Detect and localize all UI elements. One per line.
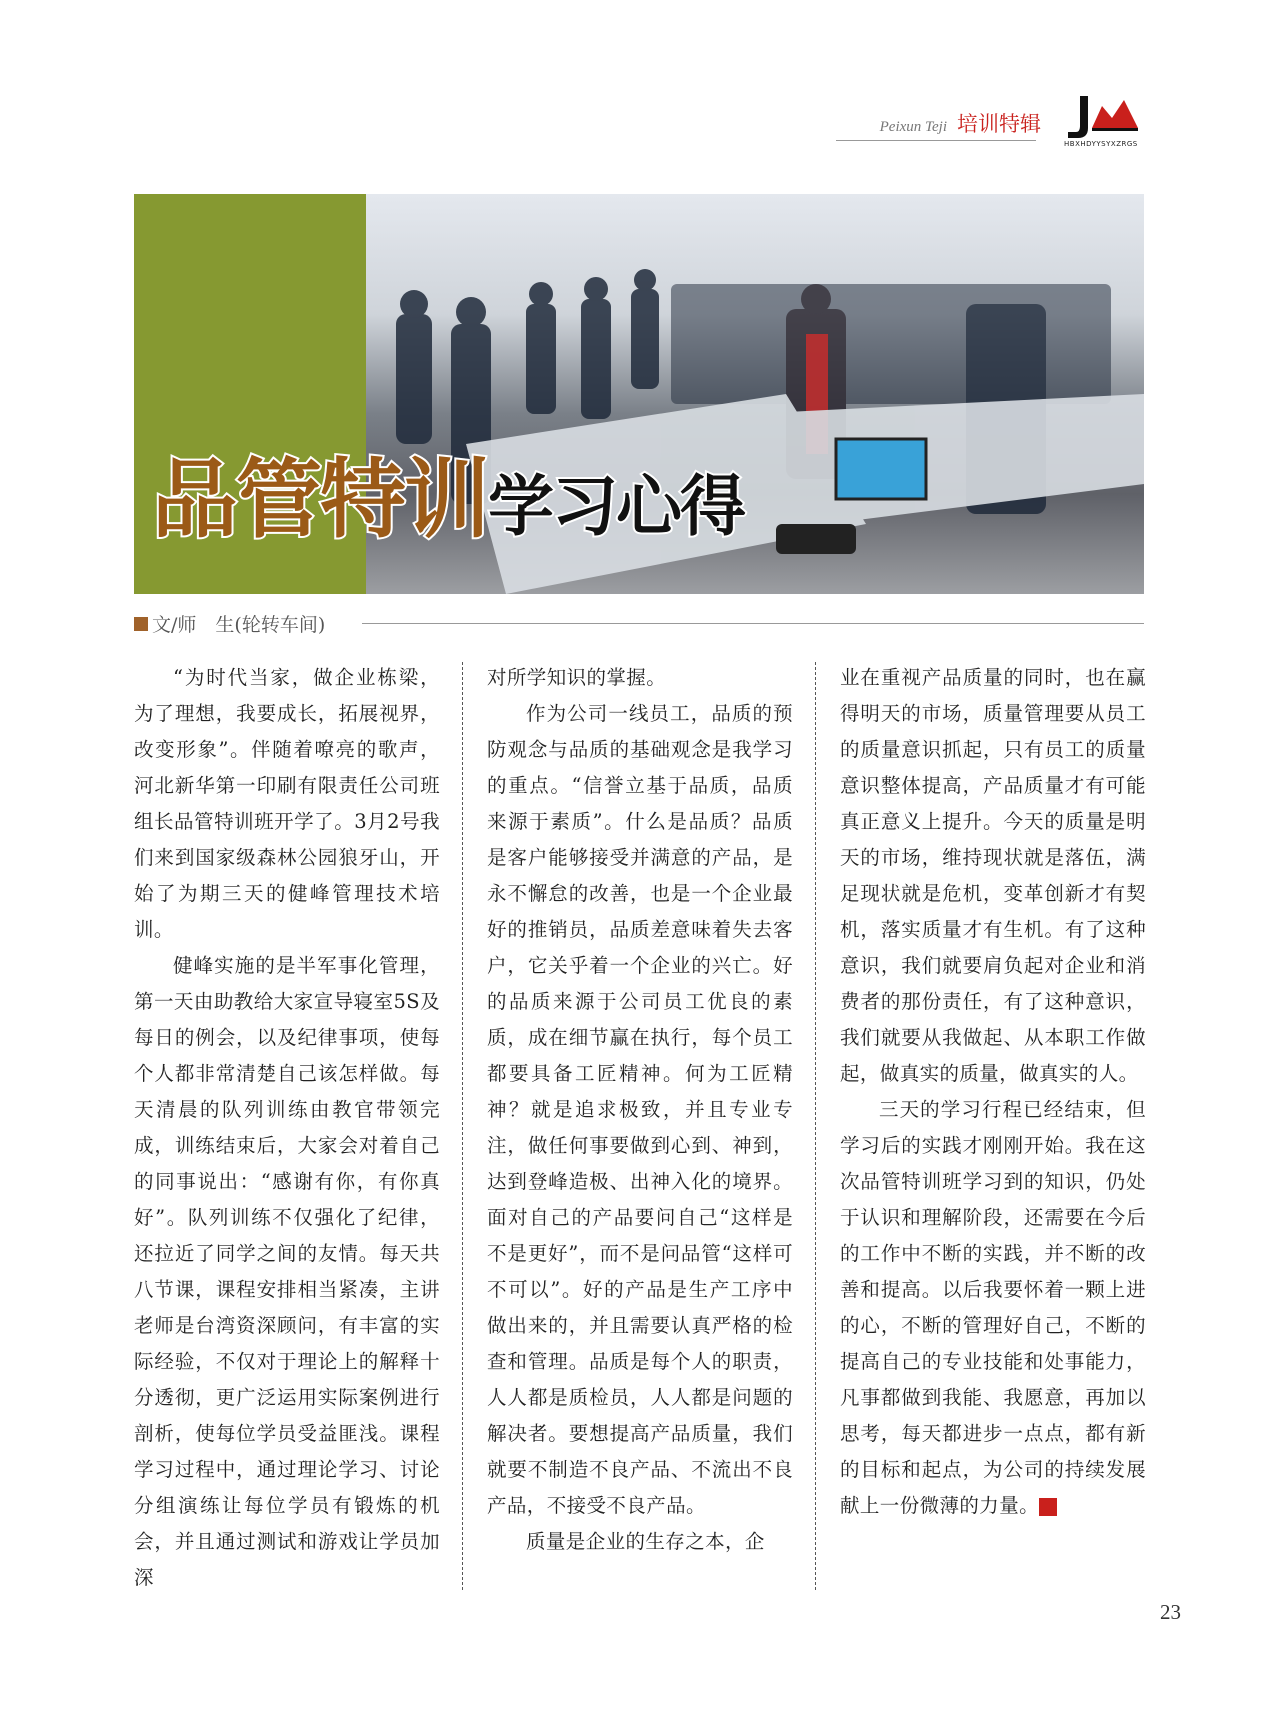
column-3	[840, 660, 1146, 1524]
paragraph: 质量是企业的生存之本，企	[526, 1530, 765, 1553]
paragraph	[840, 1092, 1146, 1524]
section-title-en: Peixun Teji	[879, 119, 947, 135]
header-rule	[836, 140, 1036, 141]
byline-rule	[362, 623, 1144, 624]
section-header	[880, 108, 1041, 138]
column-divider	[815, 662, 816, 1590]
end-mark-icon: 新	[1039, 1498, 1057, 1516]
banner	[134, 194, 1144, 594]
byline-text: 文/师 生(轮转车间)	[152, 614, 326, 636]
column-divider	[462, 662, 463, 1590]
paragraph: 健峰实施的是半军事化管理，第一天由助教给大家宣导寝室5S及每日的例会，以及纪律事项，使每个人都非常清楚自己该怎样做。每天清晨的队列训练由教官带领完成，训练结束后，大家会对着自己的同事说出：“感谢有你，有你真好”。队列训练不仅强化了纪律，还拉近了同学之间的友情。每天共八节课，课程安排相当紧凑，主讲老师是台湾资深顾问，有丰富的实际经验，不仅对于理论上的解释十分透彻，更广泛运用实际案例进行剖析，使每位学员受益匪浅。课程学习过程中，通过理论学习、讨论分组演练让每位学员有锻炼的机会，并且通过测试和游戏让学员加深	[134, 954, 440, 1589]
article-title	[152, 430, 744, 554]
column-2	[487, 660, 793, 1560]
page-number: 23	[1160, 1600, 1181, 1624]
article-title-main: 品管特训	[152, 450, 488, 550]
paragraph-text: 三天的学习行程已经结束，但学习后的实践才刚刚开始。我在这次品管特训班学习到的知识，仍处于认识和理解阶段，还需要在今后的工作中不断的实践，并不断的改善和提高。以后我要怀着一颗上进的心，不断的管理好自己，不断的提高自己的专业技能和处事能力，凡事都做到我能、我愿意，再加以思考，每天都进步一点点，都有新的目标和起点，为公司的持续发展献上一份微薄的力量。	[840, 1098, 1146, 1517]
logo-text: HBXHDYYSYXZRGS	[1064, 140, 1138, 148]
paragraph: “为时代当家，做企业栋梁，为了理想，我要成长，拓展视界，改变形象”。伴随着嘹亮的歌声，河北新华第一印刷有限责任公司班组长品管特训班开学了。3月2号我们来到国家级森林公园狼牙山，开始了为期三天的健峰管理技术培训。	[134, 666, 440, 941]
column-1	[134, 660, 440, 1596]
paragraph: 作为公司一线员工，品质的预防观念与品质的基础观念是我学习的重点。“信誉立基于品质，品质来源于素质”。什么是品质？品质是客户能够接受并满意的产品，是永不懈怠的改善，也是一个企业最好的推销员，品质差意味着失去客户，它关乎着一个企业的兴亡。好的品质来源于公司员工优良的素质，成在细节赢在执行，每个员工都要具备工匠精神。何为工匠精神？就是追求极致，并且专业专注，做任何事要做到心到、神到，达到登峰造极、出神入化的境界。面对自己的产品要问自己“这样是不是更好”，而不是问品管“这样可不可以”。好的产品是生产工序中做出来的，并且需要认真严格的检查和管理。品质是每个人的职责，人人都是质检员，人人都是问题的解决者。要想提高产品质量，我们就要不制造不良产品、不流出不良产品，不接受不良产品。	[487, 702, 793, 1517]
article-title-sub: 学习心得	[488, 468, 744, 545]
paragraph: 业在重视产品质量的同时，也在赢得明天的市场，质量管理要从员工的质量意识抓起，只有员工的质量意识整体提高，产品质量才有可能真正意义上提升。今天的质量是明天的市场，维持现状就是落伍，满足现状就是危机，变革创新才有契机，落实质量才有生机。有了这种意识，我们就要肩负起对企业和消费者的那份责任，有了这种意识，我们就要从我做起、从本职工作做起，做真实的质量，做真实的人。	[840, 666, 1146, 1085]
byline	[134, 610, 325, 637]
byline-square-icon	[134, 617, 148, 631]
paragraph: 对所学知识的掌握。	[487, 666, 667, 689]
section-title-zh: 培训特辑	[957, 112, 1041, 136]
